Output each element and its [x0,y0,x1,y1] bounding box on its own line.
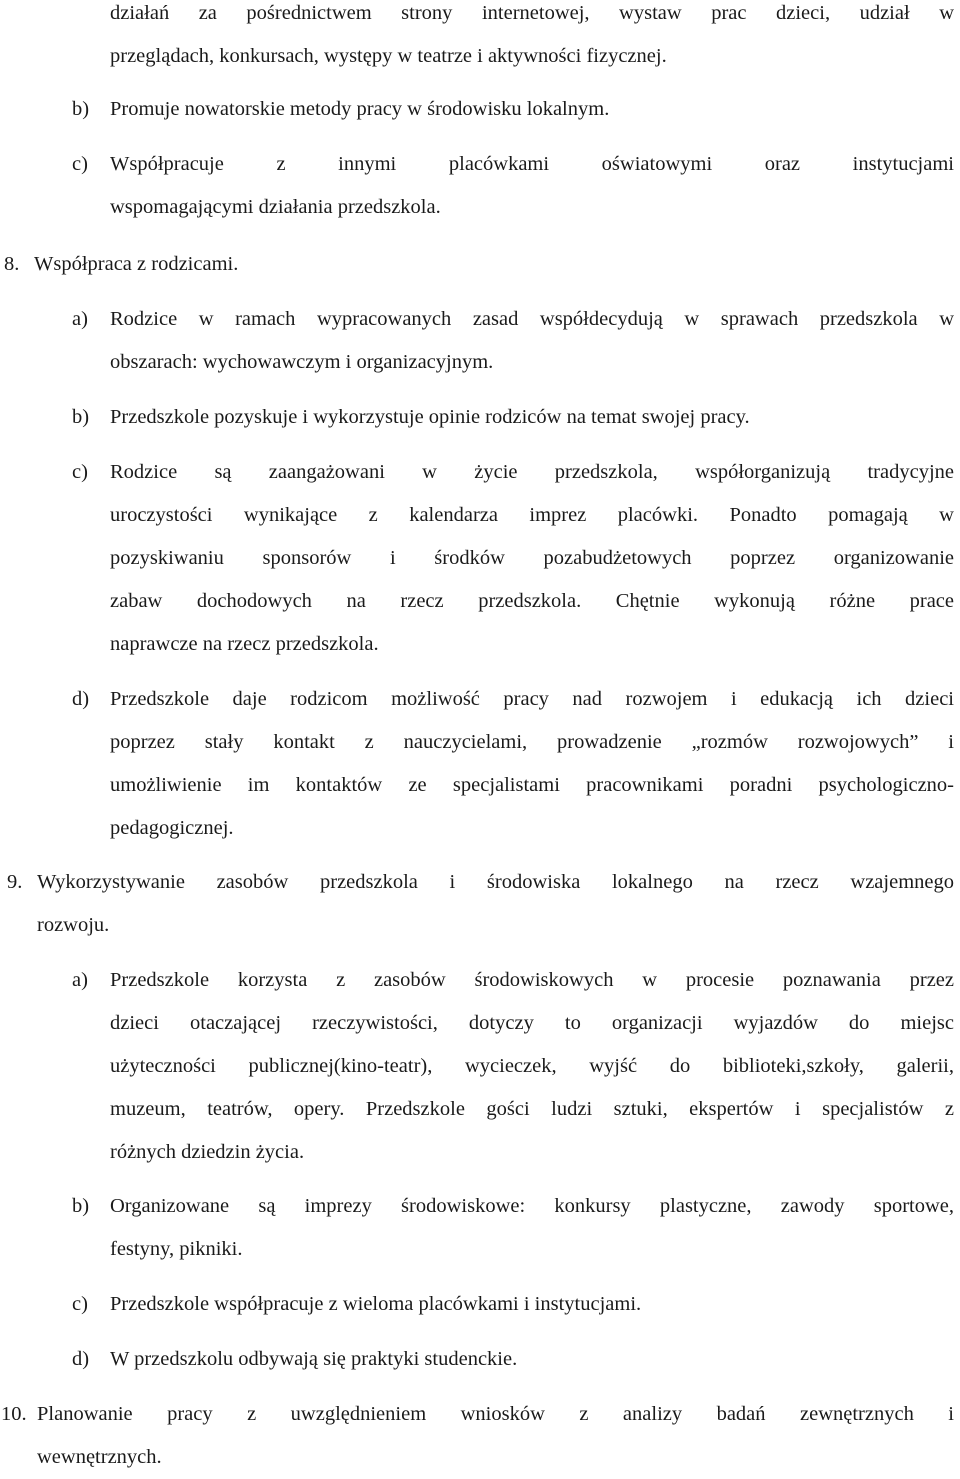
list-item-continuation [110,0,954,78]
section-9-heading [7,861,954,947]
paragraph-line: działań za pośrednictwem strony internetowej, wystaw prac dzieci, udział w [110,2,954,24]
section-number: 9. [7,871,23,893]
section-title: Współpraca z rodzicami. [34,253,239,275]
list-item-9a [72,959,954,1174]
paragraph-line: obszarach: wychowawczym i organizacyjnym. [110,351,494,373]
section-title: rozwoju. [37,914,110,936]
list-item-8b [72,396,954,439]
paragraph-line: dzieci otaczającej rzeczywistości, dotyczy to organizacji wyjazdów do miejsc [110,1012,954,1034]
paragraph-line: pozyskiwaniu sponsorów i środków pozabudżetowych poprzez organizowanie [110,547,954,569]
paragraph-line: Rodzice w ramach wypracowanych zasad współdecydują w sprawach przedszkola w [110,308,954,330]
section-title: Wykorzystywanie zasobów przedszkola i środowiska lokalnego na rzecz wzajemnego [37,871,954,893]
list-item-8c [72,451,954,666]
section-number: 8. [4,253,20,275]
item-label: a) [72,969,88,991]
paragraph-line: naprawcze na rzecz przedszkola. [110,633,379,655]
list-item-8d [72,678,954,850]
paragraph-line: Rodzice są zaangażowani w życie przedszkola, współorganizują tradycyjne [110,461,954,483]
paragraph-line: festyny, pikniki. [110,1238,243,1260]
paragraph-line: Przedszkole współpracuje z wieloma placówkami i instytucjami. [110,1293,642,1315]
item-label: b) [72,98,90,120]
paragraph-line: umożliwienie im kontaktów ze specjalistami pracownikami poradni psychologiczno- [110,774,954,796]
list-item-9c [72,1283,954,1326]
paragraph-line: pedagogicznej. [110,817,234,839]
item-label: a) [72,308,88,330]
paragraph-line: Przedszkole pozyskuje i wykorzystuje opinie rodziców na temat swojej pracy. [110,406,750,428]
paragraph-line: uroczystości wynikające z kalendarza imprez placówki. Ponadto pomagają w [110,504,954,526]
section-10-heading [1,1393,954,1479]
list-item-9b [72,1185,954,1271]
paragraph-line: Przedszkole korzysta z zasobów środowiskowych w procesie poznawania przez [110,969,954,991]
paragraph-line: muzeum, teatrów, opery. Przedszkole gości ludzi sztuki, ekspertów i specjalistów z [110,1098,954,1120]
item-label: b) [72,1195,90,1217]
section-number: 10. [1,1403,27,1425]
paragraph-line: Promuje nowatorskie metody pracy w środowisku lokalnym. [110,98,610,120]
list-item-8a [72,298,954,384]
section-8-heading [4,243,954,286]
item-label: d) [72,688,90,710]
paragraph-line: Współpracuje z innymi placówkami oświatowymi oraz instytucjami [110,153,954,175]
paragraph-line: zabaw dochodowych na rzecz przedszkola. Chętnie wykonują różne prace [110,590,954,612]
paragraph-line: poprzez stały kontakt z nauczycielami, prowadzenie „rozmów rozwojowych” i [110,731,954,753]
paragraph-line: przeglądach, konkursach, występy w teatrze i aktywności fizycznej. [110,45,667,67]
paragraph-line: W przedszkolu odbywają się praktyki studenckie. [110,1348,518,1370]
paragraph-line: Przedszkole daje rodzicom możliwość pracy nad rozwojem i edukacją ich dzieci [110,688,954,710]
section-title: Planowanie pracy z uwzględnieniem wniosków z analizy badań zewnętrznych i [37,1403,954,1425]
item-label: b) [72,406,90,428]
item-label: d) [72,1348,90,1370]
section-title: wewnętrznych. [37,1446,162,1468]
list-item-9d [72,1338,954,1381]
item-label: c) [72,461,88,483]
paragraph-line: różnych dziedzin życia. [110,1141,305,1163]
list-item-7c [72,143,954,229]
list-item-7b [72,88,954,131]
paragraph-line: wspomagającymi działania przedszkola. [110,196,441,218]
item-label: c) [72,1293,88,1315]
paragraph-line: użyteczności publicznej(kino-teatr), wycieczek, wyjść do biblioteki,szkoły, galerii, [110,1055,954,1077]
item-label: c) [72,153,88,175]
paragraph-line: Organizowane są imprezy środowiskowe: konkursy plastyczne, zawody sportowe, [110,1195,954,1217]
